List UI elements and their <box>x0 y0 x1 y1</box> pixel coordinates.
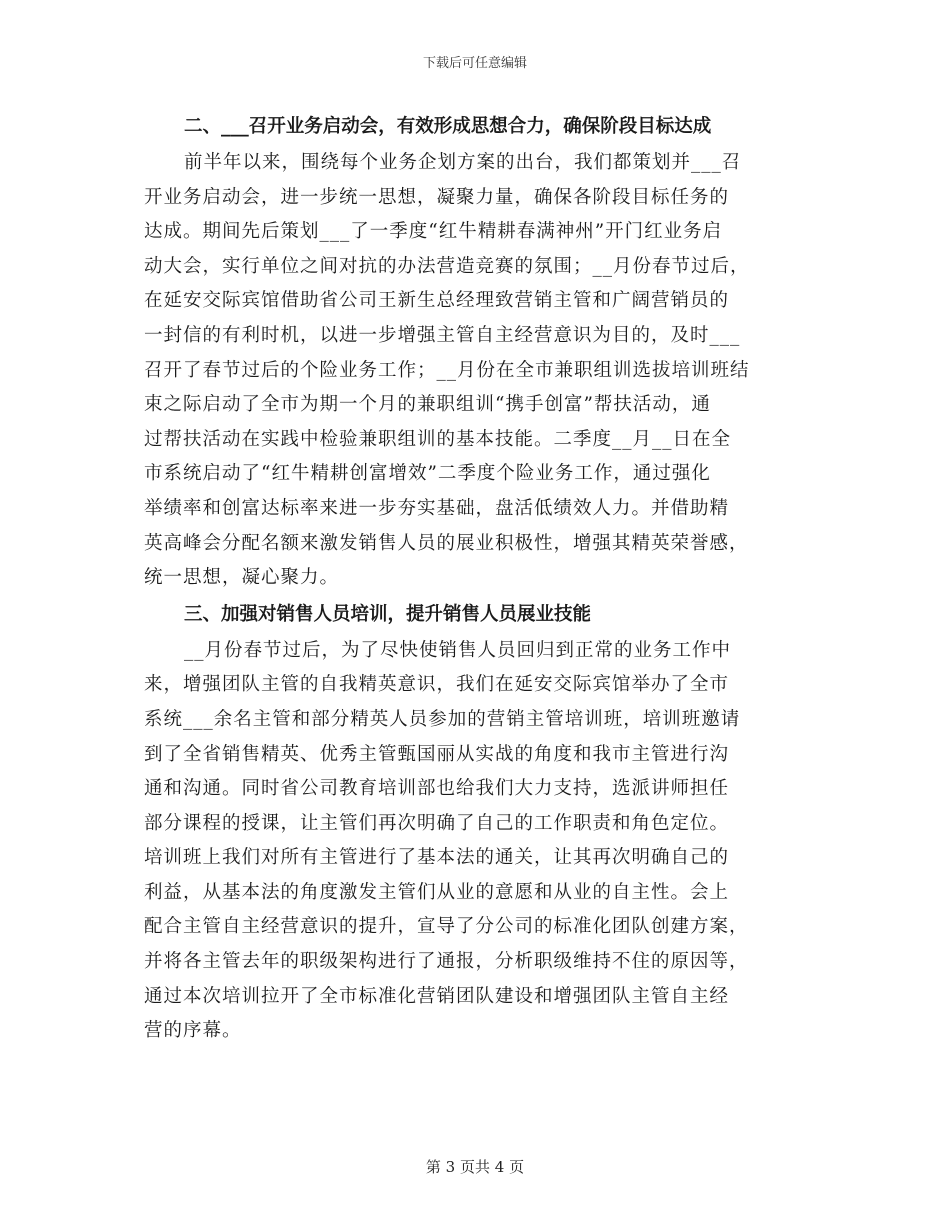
page-header-note: 下载后可任意编辑 <box>422 56 527 71</box>
text-line: 动大会，实行单位之间对抗的办法营造竞赛的氛围；__月份春节过后， <box>144 255 750 277</box>
text-line: 召开了春节过后的个险业务工作；__月份在全市兼职组训选拔培训班结 <box>144 359 750 381</box>
text-line: 举绩率和创富达标率来进一步夯实基础，盘活低绩效人力。并借助精 <box>144 497 730 519</box>
text-line: 利益，从基本法的角度激发主管们从业的意愿和从业的自主性。会上 <box>144 881 730 903</box>
text-line: 并将各主管去年的职级架构进行了通报，分析职级维持不住的原因等， <box>144 951 749 973</box>
text-line: 在延安交际宾馆借助省公司王新生总经理致营销主管和广阔营销员的 <box>144 290 730 312</box>
text-line: 营的序幕。 <box>144 1020 242 1042</box>
text-line: 达成。期间先后策划___了一季度“红牛精耕春满神州”开门红业务启 <box>144 221 723 243</box>
page-number: 第 3 页共 4 页 <box>425 1158 525 1176</box>
text-line: 英高峰会分配名额来激发销售人员的展业积极性，增强其精英荣誉感， <box>144 532 749 554</box>
text-line: 市系统启动了“红牛精耕创富增效”二季度个险业务工作，通过强化 <box>144 463 711 485</box>
text-line: 系统___余名主管和部分精英人员参加的营销主管培训班，培训班邀请 <box>144 708 741 730</box>
text-line: 培训班上我们对所有主管进行了基本法的通关，让其再次明确自己的 <box>144 847 730 869</box>
text-line: __月份春节过后，为了尽快使销售人员回归到正常的业务工作中 <box>184 639 732 661</box>
text-line: 配合主管自主经营意识的提升，宣导了分公司的标准化团队创建方案， <box>144 916 749 938</box>
text-line: 到了全省销售精英、优秀主管甄国丽从实战的角度和我市主管进行沟 <box>144 743 730 765</box>
text-line: 通和沟通。同时省公司教育培训部也给我们大力支持，选派讲师担任 <box>144 778 730 800</box>
text-line: 过帮扶活动在实践中检验兼职组训的基本技能。二季度__月__日在全 <box>144 428 732 450</box>
section-heading-3: 三、加强对销售人员培训，提升销售人员展业技能 <box>184 603 592 625</box>
text-line: 束之际启动了全市为期一个月的兼职组训“携手创富”帮扶活动，通 <box>144 394 711 416</box>
paragraph-section-2 <box>144 146 804 596</box>
text-line: 统一思想，凝心聚力。 <box>144 567 340 589</box>
text-line: 前半年以来，围绕每个业务企划方案的出台，我们都策划并___召 <box>184 152 742 173</box>
text-line: 一封信的有利时机，以进一步增强主管自主经营意识为目的，及时___ <box>144 324 741 346</box>
paragraph-section-3 <box>144 634 804 1049</box>
document-body <box>144 108 804 1049</box>
text-line: 部分课程的授课，让主管们再次明确了自己的工作职责和角色定位。 <box>144 812 730 834</box>
section-heading-2: 二、___召开业务启动会，有效形成思想合力，确保阶段目标达成 <box>184 116 712 137</box>
text-line: 开业务启动会，进一步统一思想，凝聚力量，确保各阶段目标任务的 <box>144 186 730 208</box>
text-line: 来，增强团队主管的自我精英意识，我们在延安交际宾馆举办了全市 <box>144 674 730 696</box>
text-line: 通过本次培训拉开了全市标准化营销团队建设和增强团队主管自主经 <box>144 985 730 1007</box>
